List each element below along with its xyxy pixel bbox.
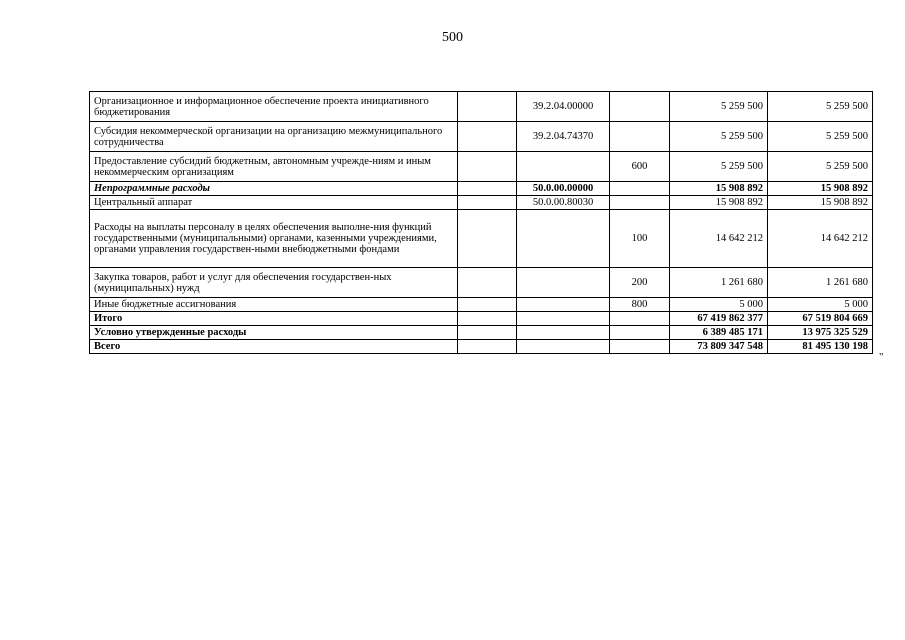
row-code	[517, 326, 610, 340]
row-amount-2: 67 519 804 669	[768, 312, 873, 326]
row-name: Иные бюджетные ассигнования	[90, 298, 458, 312]
row-amount-2: 5 259 500	[768, 152, 873, 182]
table-row	[90, 196, 873, 210]
row-code	[517, 340, 610, 354]
row-name: Центральный аппарат	[90, 196, 458, 210]
row-blank	[458, 182, 517, 196]
row-amount-1: 73 809 347 548	[670, 340, 768, 354]
row-name: Непрограммные расходы	[90, 182, 458, 196]
row-vr	[610, 196, 670, 210]
row-name: Организационное и информационное обеспечение проекта инициативного бюджетирования	[90, 92, 458, 122]
row-amount-1: 15 908 892	[670, 182, 768, 196]
row-blank	[458, 196, 517, 210]
row-code	[517, 268, 610, 298]
row-amount-1: 6 389 485 171	[670, 326, 768, 340]
row-amount-2: 5 259 500	[768, 92, 873, 122]
row-code: 39.2.04.74370	[517, 122, 610, 152]
row-amount-2: 13 975 325 529	[768, 326, 873, 340]
row-amount-1: 67 419 862 377	[670, 312, 768, 326]
row-name: Субсидия некоммерческой организации на организацию межмуниципального сотрудничества	[90, 122, 458, 152]
row-amount-1: 5 259 500	[670, 92, 768, 122]
table-row	[90, 326, 873, 340]
row-vr	[610, 122, 670, 152]
row-code	[517, 298, 610, 312]
row-vr	[610, 182, 670, 196]
row-amount-2: 5 259 500	[768, 122, 873, 152]
row-blank	[458, 326, 517, 340]
row-amount-1: 14 642 212	[670, 210, 768, 268]
row-amount-1: 15 908 892	[670, 196, 768, 210]
row-vr	[610, 340, 670, 354]
row-amount-1: 1 261 680	[670, 268, 768, 298]
row-amount-2: 1 261 680	[768, 268, 873, 298]
row-amount-1: 5 000	[670, 298, 768, 312]
table-row	[90, 210, 873, 268]
table-row	[90, 182, 873, 196]
table-row	[90, 268, 873, 298]
row-code: 39.2.04.00000	[517, 92, 610, 122]
table-row	[90, 298, 873, 312]
row-blank	[458, 312, 517, 326]
row-code: 50.0.00.00000	[517, 182, 610, 196]
page-number: 500	[442, 30, 463, 45]
row-amount-1: 5 259 500	[670, 152, 768, 182]
row-code	[517, 312, 610, 326]
row-vr	[610, 312, 670, 326]
row-vr: 800	[610, 298, 670, 312]
row-amount-2: 5 000	[768, 298, 873, 312]
row-code	[517, 210, 610, 268]
row-code: 50.0.00.80030	[517, 196, 610, 210]
row-amount-2: 15 908 892	[768, 196, 873, 210]
table-row	[90, 152, 873, 182]
row-amount-2: 15 908 892	[768, 182, 873, 196]
row-amount-1: 5 259 500	[670, 122, 768, 152]
budget-table	[89, 91, 873, 354]
row-name: Расходы на выплаты персоналу в целях обеспечения выполне-ния функций государственными (муниципальными) органами, казенными учреждениями, органами управления государствен-ными внебюджетными фондами	[90, 210, 458, 268]
table-row	[90, 340, 873, 354]
row-vr: 100	[610, 210, 670, 268]
row-name: Закупка товаров, работ и услуг для обеспечения государствен-ных (муниципальных) нужд	[90, 268, 458, 298]
row-blank	[458, 152, 517, 182]
row-blank	[458, 210, 517, 268]
row-amount-2: 81 495 130 198	[768, 340, 873, 354]
row-vr: 600	[610, 152, 670, 182]
table-row	[90, 122, 873, 152]
closing-quote-mark: "	[879, 351, 884, 363]
row-blank	[458, 340, 517, 354]
row-vr	[610, 326, 670, 340]
row-name: Всего	[90, 340, 458, 354]
row-name: Условно утвержденные расходы	[90, 326, 458, 340]
table-row	[90, 312, 873, 326]
row-blank	[458, 298, 517, 312]
row-amount-2: 14 642 212	[768, 210, 873, 268]
row-blank	[458, 92, 517, 122]
row-blank	[458, 122, 517, 152]
row-vr: 200	[610, 268, 670, 298]
table-row	[90, 92, 873, 122]
row-name: Итого	[90, 312, 458, 326]
row-name: Предоставление субсидий бюджетным, автономным учрежде-ниям и иным некоммерческим организациям	[90, 152, 458, 182]
row-code	[517, 152, 610, 182]
row-blank	[458, 268, 517, 298]
row-vr	[610, 92, 670, 122]
